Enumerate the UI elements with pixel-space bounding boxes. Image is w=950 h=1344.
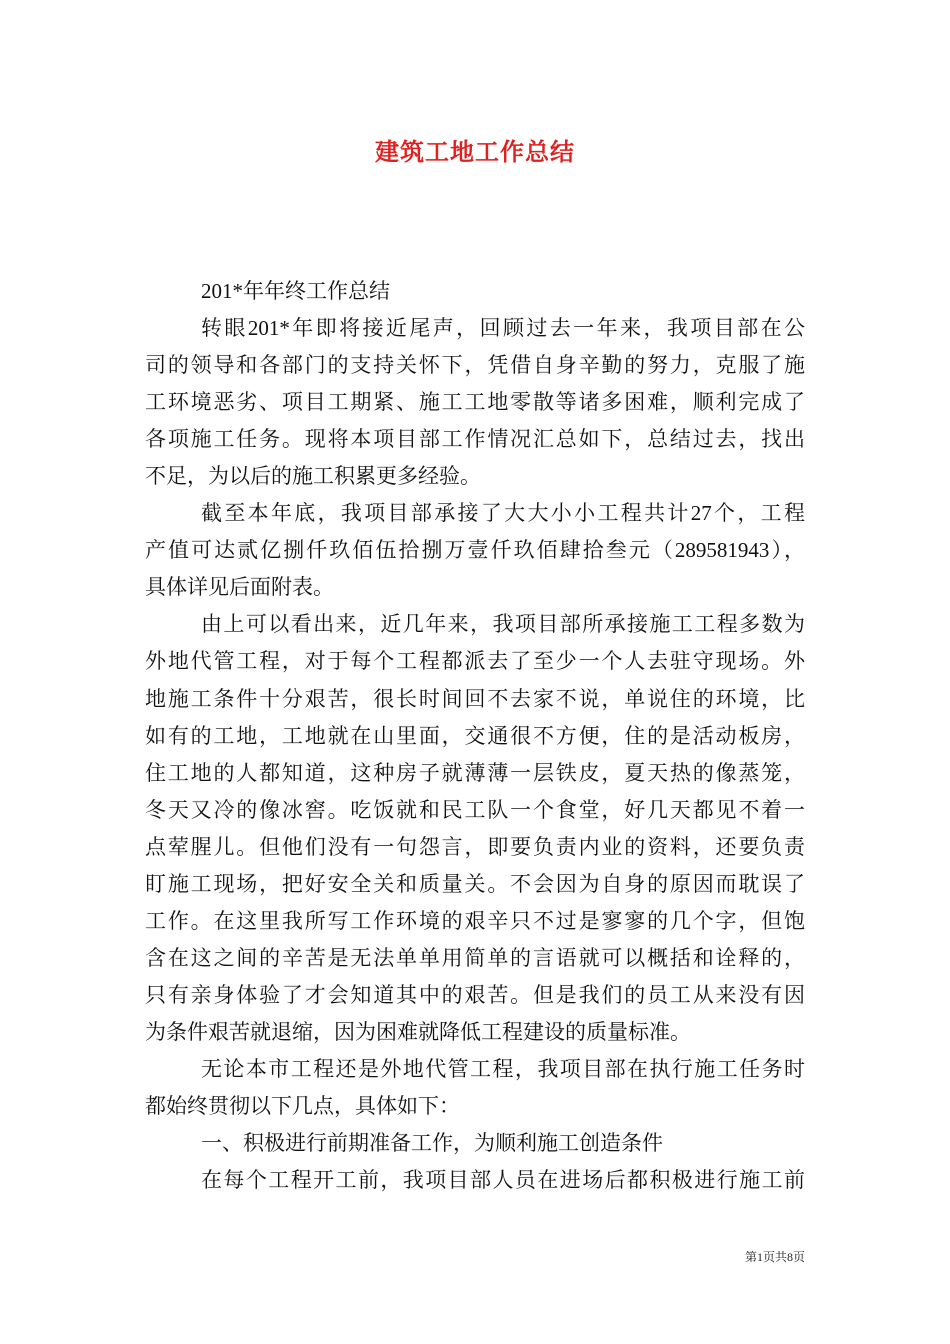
paragraph bbox=[145, 606, 805, 1051]
text-line: 地施工条件十分艰苦，很长时间回不去家不说，单说住的环境，比 bbox=[145, 686, 805, 711]
text-line: 含在这之间的辛苦是无法单单用简单的言语就可以概括和诠释的， bbox=[145, 945, 805, 970]
text-line: 截至本年底，我项目部承接了大大小小工程共计27个，工程 bbox=[201, 501, 805, 526]
text-line: 201*年年终工作总结 bbox=[201, 279, 390, 303]
text-line: 司的领导和各部门的支持关怀下，凭借自身辛勤的努力，克服了施 bbox=[145, 353, 805, 378]
document-title: 建筑工地工作总结 bbox=[375, 140, 575, 166]
text-line: 如有的工地，工地就在山里面，交通很不方便，住的是活动板房， bbox=[145, 723, 805, 748]
text-line: 工作。在这里我所写工作环境的艰辛只不过是寥寥的几个字，但饱 bbox=[145, 908, 805, 933]
document-body bbox=[145, 273, 805, 1199]
paragraph bbox=[145, 1051, 805, 1125]
text-line: 盯施工现场，把好安全关和质量关。不会因为自身的原因而耽误了 bbox=[145, 871, 805, 896]
paragraph bbox=[145, 1125, 805, 1162]
paragraph bbox=[145, 310, 805, 495]
text-line: 一、积极进行前期准备工作，为顺利施工创造条件 bbox=[201, 1131, 663, 1156]
text-line: 外地代管工程，对于每个工程都派去了至少一个人去驻守现场。外 bbox=[145, 649, 805, 674]
text-line: 只有亲身体验了才会知道其中的艰苦。但是我们的员工从来没有因 bbox=[145, 982, 805, 1007]
text-line: 在每个工程开工前，我项目部人员在进场后都积极进行施工前 bbox=[201, 1168, 805, 1193]
text-line: 各项施工任务。现将本项目部工作情况汇总如下，总结过去，找出 bbox=[145, 427, 805, 452]
text-line: 产值可达贰亿捌仟玖佰伍拾捌万壹仟玖佰肆拾叁元（289581943）， bbox=[145, 538, 805, 563]
text-line: 具体详见后面附表。 bbox=[145, 575, 334, 600]
page-number: 第1页共8页 bbox=[744, 1250, 805, 1264]
text-line: 无论本市工程还是外地代管工程，我项目部在执行施工任务时 bbox=[201, 1056, 805, 1081]
paragraph bbox=[145, 273, 805, 310]
text-line: 冬天又冷的像冰窖。吃饭就和民工队一个食堂，好几天都见不着一 bbox=[145, 797, 805, 822]
text-line: 为条件艰苦就退缩，因为困难就降低工程建设的质量标准。 bbox=[145, 1019, 691, 1044]
text-line: 都始终贯彻以下几点，具体如下： bbox=[145, 1094, 460, 1119]
text-line: 工环境恶劣、项目工期紧、施工工地零散等诸多困难，顺利完成了 bbox=[145, 390, 805, 415]
text-line: 转眼201*年即将接近尾声，回顾过去一年来，我项目部在公 bbox=[201, 316, 805, 341]
text-line: 不足，为以后的施工积累更多经验。 bbox=[145, 464, 481, 489]
paragraph bbox=[145, 1162, 805, 1199]
paragraph bbox=[145, 495, 805, 606]
text-line: 住工地的人都知道，这种房子就薄薄一层铁皮，夏天热的像蒸笼， bbox=[145, 760, 805, 785]
text-line: 点荤腥儿。但他们没有一句怨言，即要负责内业的资料，还要负责 bbox=[145, 834, 805, 859]
text-line: 由上可以看出来，近几年来，我项目部所承接施工工程多数为 bbox=[201, 612, 805, 637]
